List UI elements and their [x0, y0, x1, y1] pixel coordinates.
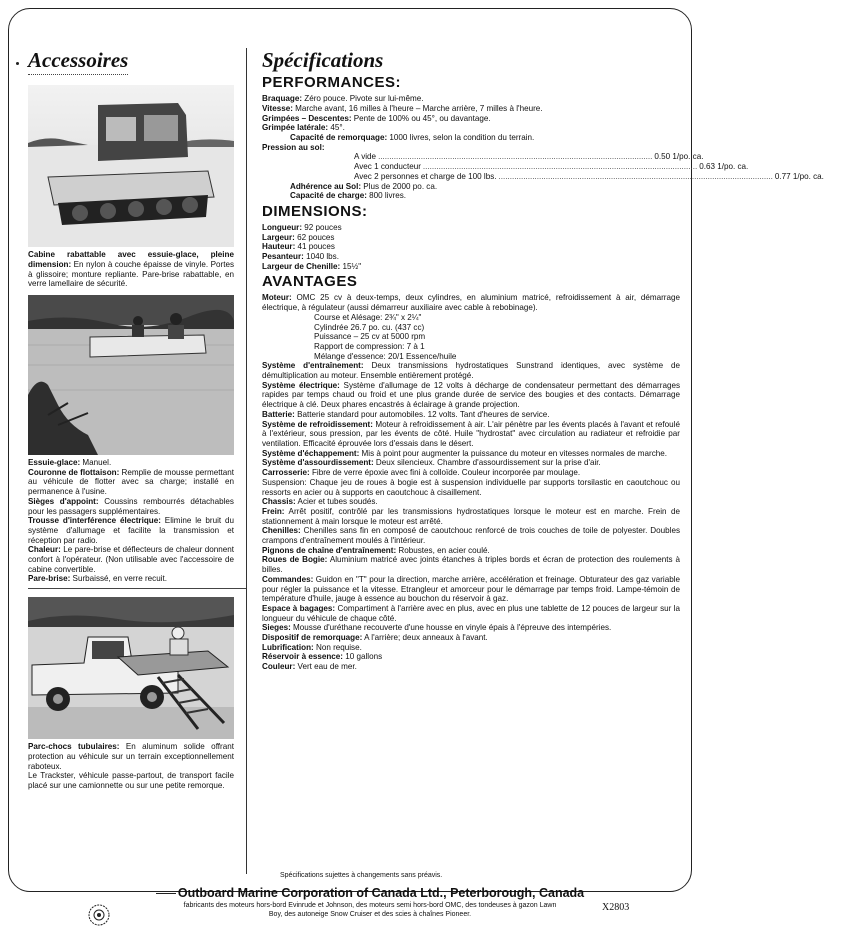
caption-trousse: Trousse d'interférence électrique: Elimine le bruit du système d'allumage et facilite la transmission et réception par radio. — [28, 516, 234, 545]
moteur-detail: Course et Alésage: 2¾" x 2¼" — [314, 312, 422, 322]
moteur-detail: Rapport de compression: 7 à 1 — [314, 341, 425, 351]
section-separator — [28, 588, 246, 589]
avantage-item: Lubrification: Non requise. — [262, 642, 362, 652]
avantage-item: Système d'assourdissement: Deux silencieux. Chambre d'assourdissement sur la prise d'air. — [262, 458, 601, 468]
document-code: X2803 — [602, 902, 630, 913]
accessoires-column — [28, 48, 234, 791]
specifications-column — [262, 48, 824, 672]
photo-cab-vehicle — [28, 85, 234, 247]
pression-row: Avec 1 conducteur .......................................................................................................................... 0.63 1/po. ca. — [354, 162, 749, 172]
avantage-item: Système électrique: Système d'allumage de 12 volts à décharge de condensateur permettant des démarrages rapides par temps chaud ou froid et une plus grande durée de service des bougies et des contacts. Démarrage électrique à clé. Deux phares encastrés à éclairage à grande projection. — [262, 380, 680, 410]
dimension-row: Largeur de Chenille: 15½" — [262, 261, 362, 271]
moteur-detail: Mélange d'essence: 20/1 Essence/huile — [314, 351, 457, 361]
avantage-item: Suspension: Chaque jeu de roues à bogie est à suspension individuelle par supports torsilastic en caoutchouc ou ressorts en acier ou à supports en caoutchouc à cisaillement. — [262, 477, 680, 497]
dimensions-heading: DIMENSIONS: — [262, 202, 368, 220]
omc-logo-icon — [88, 904, 110, 926]
bullet-dot — [16, 62, 19, 65]
avantage-item: Carrosserie: Fibre de verre époxie avec fini à colloïde. Couleur incorporée par moulage. — [262, 468, 581, 478]
caption-cabine: Cabine rabattable avec essuie-glace, pleine dimension: En nylon à couche épaisse de vinyle. Portes à glissoire; monture repliante. Pare-brise rabattable, en verre lamellaire de sécurité. — [28, 250, 234, 289]
avantage-item: Sieges: Mousse d'uréthane recouverte d'une housse en vinyle épais à l'épreuve des intempéries. — [262, 623, 612, 633]
specs-disclaimer: Spécifications sujettes à changements sans préavis. — [280, 872, 443, 879]
company-name: Outboard Marine Corporation of Canada Ltd., Peterborough, Canada — [130, 886, 610, 900]
spec-vitesse: Vitesse: Marche avant, 16 milles à l'heure – Marche arrière, 7 milles à l'heure. — [262, 103, 543, 113]
spec-pression-label: Pression au sol: — [262, 142, 325, 152]
footer — [130, 886, 610, 920]
caption-trackster: Le Trackster, véhicule passe-partout, de transport facile placé sur une camionnette ou sur une petite remorque. — [28, 771, 234, 790]
avantage-item: Couleur: Vert eau de mer. — [262, 662, 357, 672]
caption-parc-chocs: Parc-chocs tubulaires: En aluminum solide offrant protection au véhicule sur un terrain exceptionnellement raboteux. — [28, 742, 234, 771]
spec-capacite-remorquage: Capacité de remorquage: 1000 livres, selon la condition du terrain. — [290, 133, 535, 142]
avantage-item: Frein: Arrêt positif, contrôlé par les transmissions hydrostatiques lorsque le moteur est en marche. Frein de stationnement à main lorsque le moteur est arrêté. — [262, 506, 680, 526]
moteur-detail: Puissance – 25 cv at 5000 rpm — [314, 332, 426, 342]
avantage-item: Dispositif de remorquage: A l'arrière; deux anneaux à l'avant. — [262, 633, 488, 643]
photo-truck-loading — [28, 597, 234, 739]
avantages-heading: AVANTAGES — [262, 273, 358, 291]
avantage-item: Chenilles: Chenilles sans fin en composé de caoutchouc renforcé de trois couches de toile de polyester. Doubles crampons d'entraînement moulés à l'intérieur. — [262, 526, 680, 546]
dimension-row: Longueur: 92 pouces — [262, 222, 342, 232]
avantage-item: Batterie: Batterie standard pour automobiles. 12 volts. Tant d'heures de service. — [262, 409, 550, 419]
avantage-item: Chassis: Acier et tubes soudés. — [262, 497, 378, 507]
avantage-item: Système de refroidissement: Moteur à refroidissement à air. L'air pénètre par les évents placés à l'avant et refoulé à l'extérieur, sous pression, par les évents de côté. Huile "hydrostat" avec circulation au radiateur et refroidie par ventilation. Efficacité éprouvée lors d'essais dans le désert. — [262, 419, 680, 448]
spec-grimpees: Grimpées – Descentes: Pente de 100% ou 45°, ou davantage. — [262, 113, 491, 123]
spec-moteur: Moteur: OMC 25 cv à deux-temps, deux cylindres, en aluminium matricé, refroidissement à air, démarrage électrique, à régulateur (aussi démarreur auxiliaire avec cable à rebobinage). — [262, 293, 680, 313]
dimension-row: Hauteur: 41 pouces — [262, 242, 335, 252]
spec-braquage: Braquage: Zéro pouce. Pivote sur lui-même. — [262, 94, 424, 104]
pression-row: Avec 2 personnes et charge de 100 lbs. .......................................................................................................................... 0.77 1/po. ca. — [354, 171, 824, 181]
caption-couronne: Couronne de flottaison: Remplie de mousse permettant au véhicule de flotter avec sa charge; installé en permanence à l'usine. — [28, 467, 234, 497]
spec-capacite-charge: Capacité de charge: 800 livres. — [290, 191, 407, 201]
specifications-title: Spécifications — [262, 48, 384, 72]
avantage-item: Système d'entraînement: Deux transmissions hydrostatiques Sunstrand identiques, avec système de démultiplication au moteur. Ensemble entièrement protégé. — [262, 361, 680, 381]
accessoires-title: Accessoires — [28, 48, 128, 75]
column-divider — [246, 48, 247, 874]
avantage-item: Commandes: Guidon en "T" pour la direction, marche arrière, accélération et freinage. Obturateur des gaz variable pour régler la puissance et la vitesse. Etrangleur et amorceur pour le démarrage par temps froid. Lampe-témoin de température d'huile, jauge à essence au bouchon du réservoir à gaz. — [262, 574, 680, 604]
spec-grimpee-laterale: Grimpée latérale: 45°. — [262, 123, 345, 133]
performances-heading: PERFORMANCES: — [262, 74, 402, 92]
caption-chaleur: Chaleur: Le pare-brise et déflecteurs de chaleur donnent confort à l'opérateur. (Non utilisable avec l'accessoire de cabine convertible. — [28, 545, 234, 574]
photo-floating-vehicle — [28, 295, 234, 455]
avantage-item: Espace à bagages: Compartiment à l'arrière avec en plus, avec en plus une tablette de 12 pouces de largeur sur la longueur du véhicule de chaque côté. — [262, 603, 680, 623]
manufacturer-line-2: Boy, des autoneige Snow Cruiser et des scies à chaînes Pioneer. — [268, 910, 472, 918]
avantage-item: Système d'échappement: Mis à point pour augmenter la puissance du moteur en vitesses normales de marche. — [262, 448, 668, 458]
dimension-row: Pesanteur: 1040 lbs. — [262, 252, 339, 262]
manufacturer-line-1: fabricants des moteurs hors-bord Evinrude et Johnson, des moteurs semi hors-bord OMC, des tondeuses à gazon Lawn — [183, 902, 557, 909]
pression-row: A vide .......................................................................................................................... 0.50 1/po. ca. — [354, 152, 704, 162]
avantage-item: Roues de Bogie: Aluminium matricé avec joints étanches à triples bords et écran de protection des roulements à billes. — [262, 555, 680, 575]
caption-essuie-glace: Essuie-glace: Manuel. — [28, 458, 112, 467]
avantage-item: Pignons de chaîne d'entraînement: Robustes, en acier coulé. — [262, 545, 490, 555]
caption-pare-brise: Pare-brise: Surbaissé, en verre recuit. — [28, 574, 168, 584]
spec-adherence: Adhérence au Sol: Plus de 2000 po. ca. — [290, 181, 438, 191]
moteur-detail: Cylindrée 26.7 po. cu. (437 cc) — [314, 322, 425, 332]
dimension-row: Largeur: 62 pouces — [262, 232, 335, 242]
caption-sieges: Sièges d'appoint: Coussins rembourrés détachables pour les passagers supplémentaires. — [28, 496, 234, 516]
avantage-item: Réservoir à essence: 10 gallons — [262, 652, 383, 662]
